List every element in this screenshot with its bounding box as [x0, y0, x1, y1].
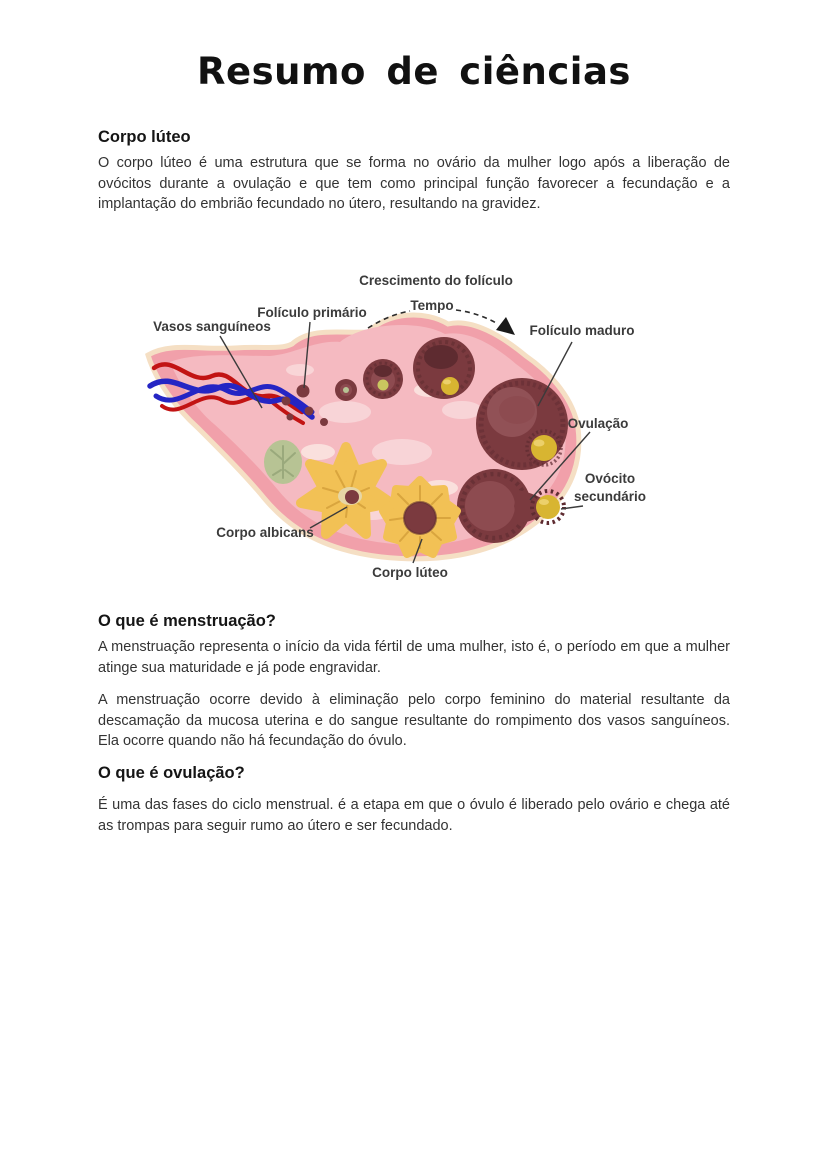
- paragraph-corpo-luteo: O corpo lúteo é uma estrutura que se forma no ovário da mulher logo após a liberação de ovócitos durante a ovulação e que tem como principal função favorecer a fecundação e a implantação do embrião fecundado no útero, resultando na gravidez.: [98, 155, 730, 213]
- paragraph-menstruacao-2: A menstruação ocorre devido à eliminação pelo corpo feminino do material resultante da descamação da mucosa uterina e do sangue resultante do rompimento dos vasos sanguíneos. Ela ocorre quando não há fecundação do óvulo.: [98, 692, 730, 750]
- label-crescimento-do-foliculo: Crescimento do folículo: [359, 273, 513, 288]
- arrowhead-icon: [496, 317, 515, 335]
- label-foliculo-primario: Folículo primário: [257, 305, 367, 320]
- label-corpo-luteo: Corpo lúteo: [372, 565, 448, 580]
- mature-follicle: [476, 378, 568, 470]
- paragraph-ovulacao: É uma das fases do ciclo menstrual. é a etapa em que o óvulo é liberado pelo ovário e chega até as trompas para seguir rumo ao útero e ser fecundado.: [98, 797, 730, 834]
- section-corpo-luteo: [98, 128, 730, 227]
- ovary-cycle-diagram: [140, 260, 720, 600]
- label-ovocito-secundario-line2: secundário: [573, 489, 647, 504]
- section-ovulacao: [98, 764, 730, 848]
- follicle-stage-2: [363, 359, 403, 399]
- label-ovulacao: Ovulação: [567, 416, 629, 431]
- follicle-stage-3: [413, 337, 475, 399]
- heading-corpo-luteo: Corpo lúteo: [98, 128, 191, 146]
- label-corpo-albicans: Corpo albicans: [216, 525, 314, 540]
- ovary-diagram-svg: [140, 260, 720, 600]
- green-corpus: [264, 440, 302, 484]
- label-ovocito-secundario-line1: Ovócito: [584, 471, 636, 486]
- label-tempo: Tempo: [410, 298, 454, 313]
- label-foliculo-maduro: Folículo maduro: [529, 323, 635, 338]
- paragraph-menstruacao-1: A menstruação representa o início da vida fértil de uma mulher, isto é, o período em que a mulher atinge sua maturidade e já pode engravidar.: [98, 639, 730, 676]
- follicle-stage-1: [335, 379, 357, 401]
- heading-ovulacao: O que é ovulação?: [98, 764, 245, 782]
- heading-menstruacao: O que é menstruação?: [98, 612, 276, 630]
- page-title: Resumo de ciências: [197, 50, 631, 93]
- section-menstruacao: [98, 612, 730, 764]
- label-vasos-sanguineos: Vasos sanguíneos: [153, 319, 271, 334]
